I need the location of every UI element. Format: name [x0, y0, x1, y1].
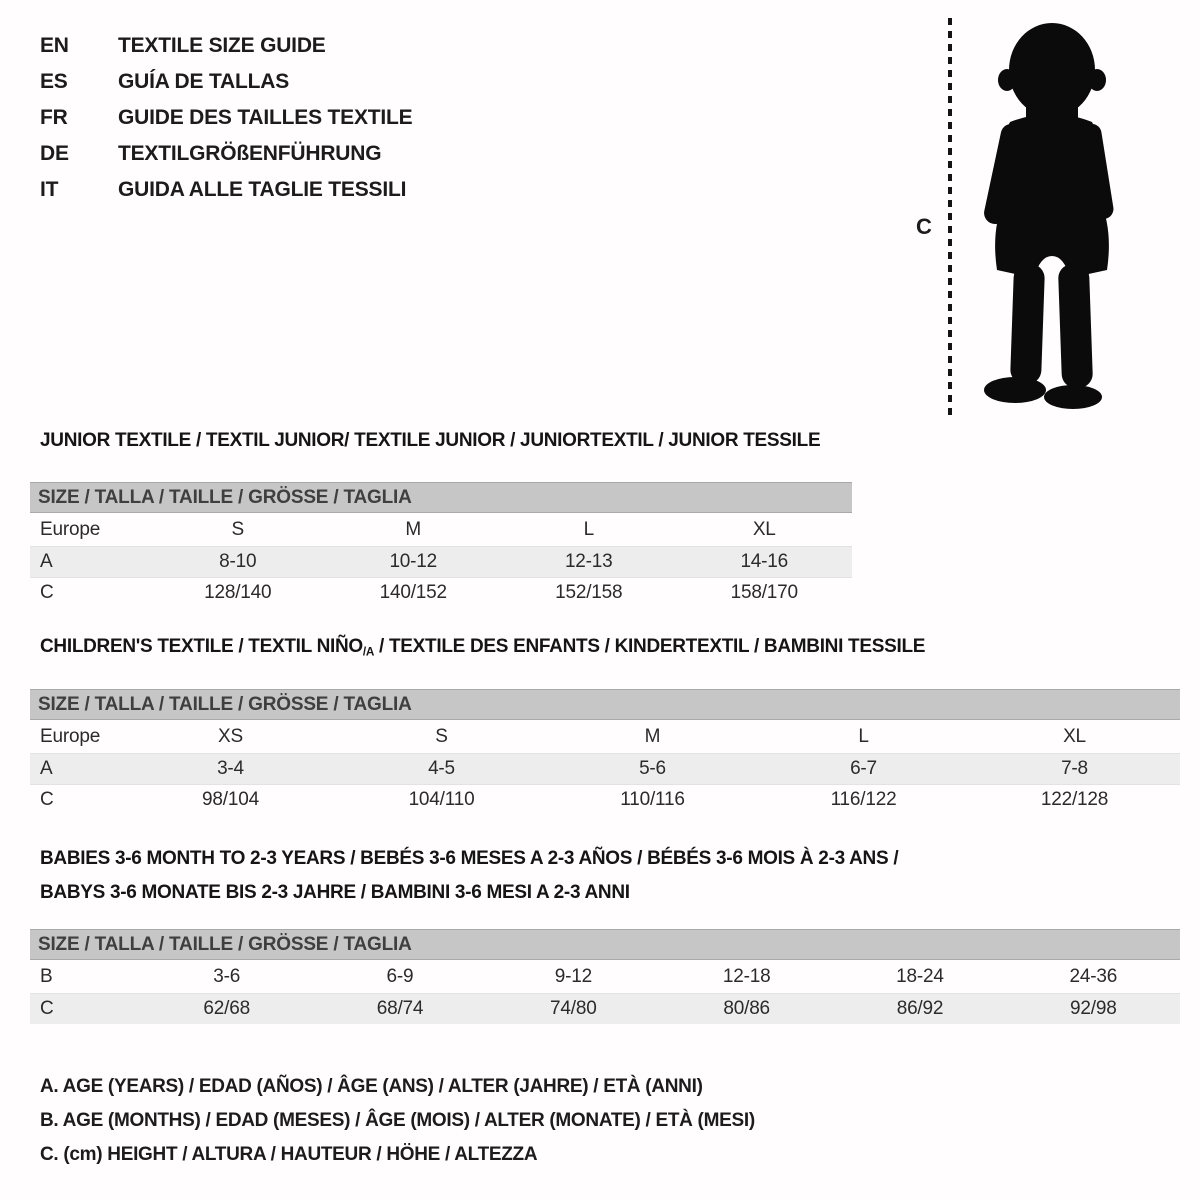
guide-title-es: GUÍA DE TALLAS [118, 70, 290, 93]
junior-section-heading: JUNIOR TEXTILE / TEXTIL JUNIOR/ TEXTILE JUNIOR / JUNIORTEXTIL / JUNIOR TESSILE [40, 430, 821, 451]
height-cell: 128/140 [150, 577, 326, 608]
height-cell: 110/116 [547, 784, 758, 815]
age-cell: 4-5 [336, 753, 547, 784]
babies-heading-line2: BABYS 3-6 MONATE BIS 2-3 JAHRE / BAMBINI 3-6 MESI A 2-3 ANNI [40, 882, 630, 903]
height-cell: 140/152 [326, 577, 502, 608]
age-cell: 12-13 [501, 546, 677, 577]
height-cell: 92/98 [1007, 993, 1180, 1024]
age-cell: 6-9 [386, 966, 414, 988]
lang-row-de [40, 136, 412, 172]
size-header-bar: SIZE / TALLA / TAILLE / GRÖSSE / TAGLIA [30, 482, 852, 513]
guide-title-de: TEXTILGRÖßENFÜHRUNG [118, 142, 382, 165]
lang-code: DE [40, 142, 69, 165]
lang-code: ES [40, 70, 68, 93]
babies-section-heading [40, 842, 898, 910]
lang-row-en [40, 28, 412, 64]
row-label: B [40, 966, 53, 988]
children-section-heading [40, 630, 925, 669]
size-cell: M [644, 726, 661, 748]
row-label: C [30, 784, 125, 815]
size-cell: XL [1063, 726, 1086, 748]
size-header-bar: SIZE / TALLA / TAILLE / GRÖSSE / TAGLIA [30, 929, 1180, 960]
height-cell: 86/92 [833, 993, 1006, 1024]
height-cell: 104/110 [336, 784, 547, 815]
height-cell: 122/128 [969, 784, 1180, 815]
table-row-height [30, 993, 1180, 1024]
table-row-age [30, 753, 1180, 784]
lang-code: EN [40, 34, 69, 57]
height-measure-line [948, 18, 952, 420]
height-cell: 68/74 [313, 993, 486, 1024]
measure-label-c: C [916, 214, 932, 239]
age-cell: 7-8 [969, 753, 1180, 784]
lang-row-it [40, 172, 412, 208]
size-cell: L [583, 519, 594, 541]
legend-line-c: C. (cm) HEIGHT / ALTURA / HAUTEUR / HÖHE / ALTEZZA [40, 1144, 538, 1165]
age-cell: 6-7 [758, 753, 969, 784]
size-cell: XS [218, 726, 243, 748]
age-cell: 24-36 [1069, 966, 1118, 988]
height-cell: 62/68 [140, 993, 313, 1024]
row-label: C [30, 993, 140, 1024]
children-heading-prefix: CHILDREN'S TEXTILE / TEXTIL NIÑO [40, 636, 363, 657]
measurement-legend [40, 1070, 755, 1172]
table-row-europe [30, 515, 852, 546]
guide-title-en: TEXTILE SIZE GUIDE [118, 34, 326, 57]
height-cell: 80/86 [660, 993, 833, 1024]
size-cell: L [858, 726, 869, 748]
row-label: Europe [40, 519, 101, 541]
table-row-height [30, 577, 852, 608]
toddler-silhouette-icon [960, 18, 1138, 418]
table-row-age-months [30, 962, 1180, 993]
row-label: Europe [40, 726, 101, 748]
height-cell: 152/158 [501, 577, 677, 608]
age-cell: 9-12 [554, 966, 592, 988]
age-cell: 3-4 [125, 753, 336, 784]
height-cell: 98/104 [125, 784, 336, 815]
language-title-list [40, 28, 412, 208]
row-label: A [30, 546, 150, 577]
height-cell: 158/170 [677, 577, 853, 608]
guide-title-fr: GUIDE DES TAILLES TEXTILE [118, 106, 413, 129]
height-cell: 74/80 [487, 993, 660, 1024]
junior-size-table [30, 482, 852, 608]
children-size-table [30, 689, 1180, 815]
size-cell: XL [752, 519, 776, 541]
table-row-age [30, 546, 852, 577]
lang-row-fr [40, 100, 412, 136]
babies-size-table [30, 929, 1180, 1024]
size-header-bar: SIZE / TALLA / TAILLE / GRÖSSE / TAGLIA [30, 689, 1180, 720]
age-cell: 10-12 [326, 546, 502, 577]
height-cell: 116/122 [758, 784, 969, 815]
table-row-height [30, 784, 1180, 815]
age-cell: 5-6 [547, 753, 758, 784]
lang-row-es [40, 64, 412, 100]
legend-line-a: A. AGE (YEARS) / EDAD (AÑOS) / ÂGE (ANS) / ALTER (JAHRE) / ETÀ (ANNI) [40, 1076, 703, 1097]
age-cell: 8-10 [150, 546, 326, 577]
guide-title-it: GUIDA ALLE TAGLIE TESSILI [118, 178, 407, 201]
legend-line-b: B. AGE (MONTHS) / EDAD (MESES) / ÂGE (MOIS) / ALTER (MONATE) / ETÀ (MESI) [40, 1110, 755, 1131]
age-cell: 14-16 [677, 546, 853, 577]
lang-code: FR [40, 106, 68, 129]
age-cell: 3-6 [213, 966, 241, 988]
age-cell: 12-18 [722, 966, 771, 988]
size-cell: M [405, 519, 422, 541]
children-heading-sub: /A [362, 645, 375, 659]
height-figure [898, 6, 1188, 436]
lang-code: IT [40, 178, 59, 201]
size-cell: S [231, 519, 244, 541]
row-label: C [30, 577, 150, 608]
babies-heading-line1: BABIES 3-6 MONTH TO 2-3 YEARS / BEBÉS 3-6 MESES A 2-3 AÑOS / BÉBÉS 3-6 MOIS À 2-3 ANS / [40, 848, 899, 869]
size-cell: S [435, 726, 448, 748]
children-heading-suffix: / TEXTILE DES ENFANTS / KINDERTEXTIL / BAMBINI TESSILE [374, 636, 926, 657]
row-label: A [30, 753, 125, 784]
table-row-europe [30, 722, 1180, 753]
age-cell: 18-24 [896, 966, 944, 988]
